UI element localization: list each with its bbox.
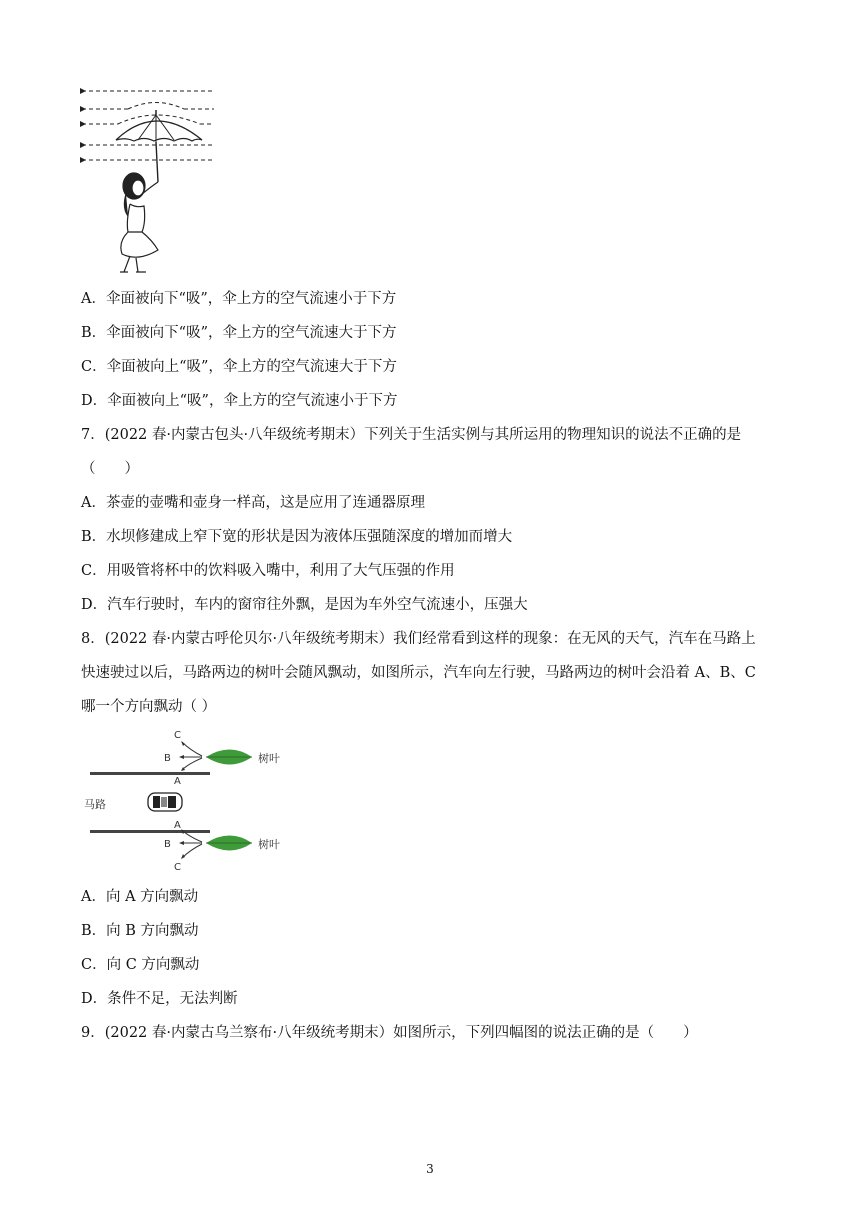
leaf-label-bottom: 树叶 — [258, 838, 280, 851]
q7-option-c: C．用吸管将杯中的饮料吸入嘴中，利用了大气压强的作用 — [81, 563, 455, 579]
q8-stem-line1: 8．(2022 春·内蒙古呼伦贝尔·八年级统考期末）我们经常看到这样的现象：在无风的天气，汽车在马路上 — [81, 631, 756, 647]
arrow-label-b-bottom: B — [164, 839, 171, 850]
arrow-label-c-bottom: C — [174, 862, 181, 873]
arrow-label-b-top: B — [164, 753, 171, 764]
q8-option-d: D．条件不足，无法判断 — [81, 991, 238, 1007]
arrow-label-c-top: C — [174, 730, 181, 741]
q9-stem: 9．(2022 春·内蒙古乌兰察布·八年级统考期末）如图所示，下列四幅图的说法正确的是（ ） — [81, 1025, 698, 1041]
q8-option-b: B．向 B 方向飘动 — [81, 923, 199, 939]
page-number: 3 — [426, 1162, 434, 1176]
q8-option-a: A．向 A 方向飘动 — [81, 889, 199, 905]
road-edge-top — [90, 772, 210, 775]
q8-stem-line2: 快速驶过以后，马路两边的树叶会随风飘动，如图所示，汽车向左行驶，马路两边的树叶会沿着 A、B、C — [81, 665, 756, 681]
arrow-label-a-top: A — [174, 776, 181, 787]
road-edge-bottom — [90, 830, 210, 833]
road-label: 马路 — [84, 798, 106, 811]
car-icon — [148, 793, 182, 811]
q6-option-c: C．伞面被向上“吸”，伞上方的空气流速大于下方 — [81, 359, 397, 375]
q7-option-a: A．茶壶的壶嘴和壶身一样高，这是应用了连通器原理 — [81, 495, 425, 511]
q7-blank: （ ） — [81, 461, 139, 477]
q8-option-c: C．向 C 方向飘动 — [81, 957, 200, 973]
q6-option-a: A．伞面被向下“吸”，伞上方的空气流速小于下方 — [81, 291, 397, 307]
arrow-label-a-bottom: A — [174, 820, 181, 831]
umbrella-wind-figure — [78, 82, 218, 278]
leaf-icon-bottom — [206, 836, 252, 851]
leaf-icon-top — [206, 750, 252, 765]
q6-option-d: D．伞面被向上“吸”，伞上方的空气流速小于下方 — [81, 393, 398, 409]
road-leaf-figure — [82, 726, 292, 876]
q6-option-b: B．伞面被向下“吸”，伞上方的空气流速大于下方 — [81, 325, 397, 341]
q8-stem-line3: 哪一个方向飘动（ ） — [81, 699, 217, 715]
q7-option-b: B．水坝修建成上窄下宽的形状是因为液体压强随深度的增加而增大 — [81, 529, 513, 545]
q7-option-d: D．汽车行驶时，车内的窗帘往外飘，是因为车外空气流速小，压强大 — [81, 597, 528, 613]
leaf-label-top: 树叶 — [258, 752, 280, 765]
q7-stem: 7．(2022 春·内蒙古包头·八年级统考期末）下列关于生活实例与其所运用的物理知识的说法不正确的是 — [81, 427, 742, 443]
